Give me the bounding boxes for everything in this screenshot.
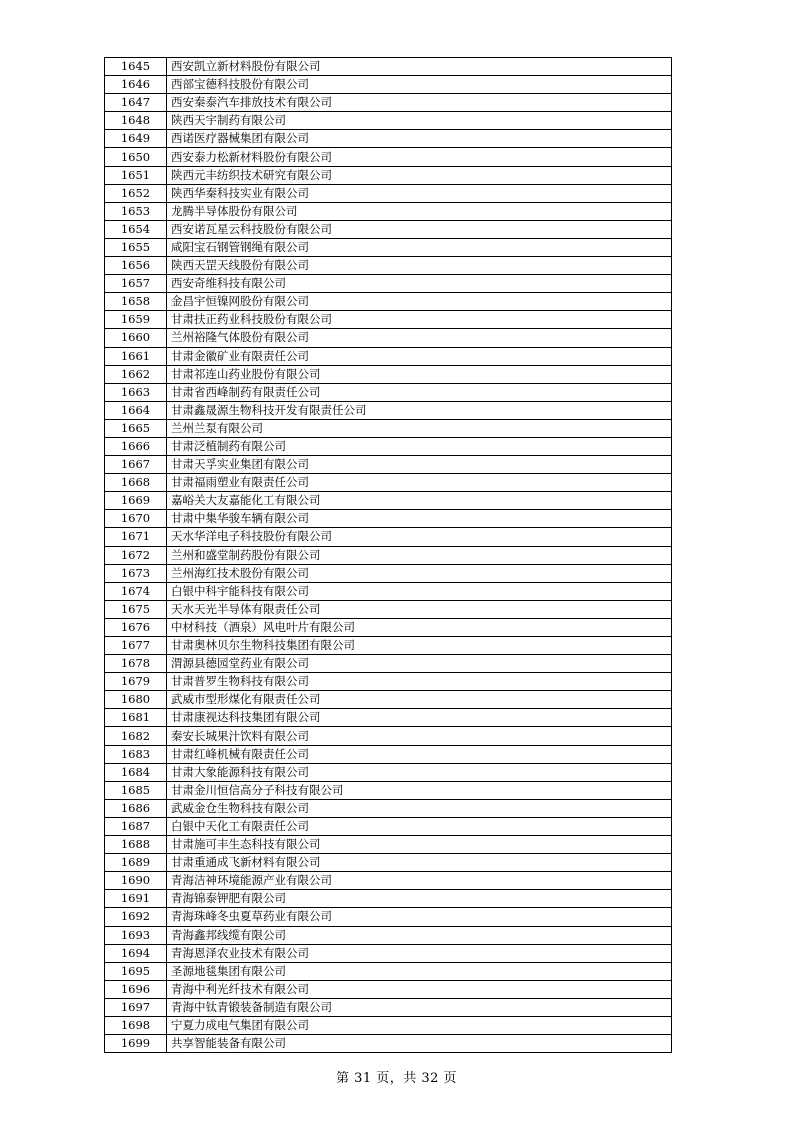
row-number: 1650 bbox=[105, 148, 167, 166]
table-row bbox=[105, 637, 672, 655]
row-number: 1675 bbox=[105, 600, 167, 618]
company-name: 陕西天罡天线股份有限公司 bbox=[167, 257, 672, 275]
company-name: 甘肃中集华骏车辆有限公司 bbox=[167, 510, 672, 528]
row-number: 1656 bbox=[105, 257, 167, 275]
row-number: 1681 bbox=[105, 709, 167, 727]
table-row bbox=[105, 926, 672, 944]
table-row bbox=[105, 600, 672, 618]
table-row bbox=[105, 998, 672, 1016]
row-number: 1649 bbox=[105, 130, 167, 148]
row-number: 1692 bbox=[105, 908, 167, 926]
row-number: 1690 bbox=[105, 872, 167, 890]
company-name: 中材科技（酒泉）风电叶片有限公司 bbox=[167, 618, 672, 636]
company-name: 甘肃康视达科技集团有限公司 bbox=[167, 709, 672, 727]
company-name: 西安凯立新材料股份有限公司 bbox=[167, 58, 672, 76]
table-row bbox=[105, 817, 672, 835]
table-row bbox=[105, 962, 672, 980]
row-number: 1697 bbox=[105, 998, 167, 1016]
company-name: 西诺医疗器械集团有限公司 bbox=[167, 130, 672, 148]
row-number: 1679 bbox=[105, 673, 167, 691]
company-name: 甘肃金川恒信高分子科技有限公司 bbox=[167, 781, 672, 799]
row-number: 1696 bbox=[105, 980, 167, 998]
table-row bbox=[105, 293, 672, 311]
table-row bbox=[105, 130, 672, 148]
table-row bbox=[105, 944, 672, 962]
table-row bbox=[105, 456, 672, 474]
row-number: 1659 bbox=[105, 311, 167, 329]
company-list-table bbox=[104, 57, 672, 1053]
company-name: 兰州兰泵有限公司 bbox=[167, 419, 672, 437]
company-name: 宁夏力成电气集团有限公司 bbox=[167, 1016, 672, 1034]
row-number: 1695 bbox=[105, 962, 167, 980]
table-body bbox=[105, 58, 672, 1053]
company-name: 甘肃红峰机械有限责任公司 bbox=[167, 745, 672, 763]
table-row bbox=[105, 112, 672, 130]
row-number: 1688 bbox=[105, 836, 167, 854]
company-name: 秦安长城果汁饮料有限公司 bbox=[167, 727, 672, 745]
company-name: 天水天光半导体有限责任公司 bbox=[167, 600, 672, 618]
table-row bbox=[105, 655, 672, 673]
table-row bbox=[105, 365, 672, 383]
company-name: 兰州海红技术股份有限公司 bbox=[167, 564, 672, 582]
table-row bbox=[105, 202, 672, 220]
table-row bbox=[105, 546, 672, 564]
row-number: 1678 bbox=[105, 655, 167, 673]
row-number: 1661 bbox=[105, 347, 167, 365]
row-number: 1660 bbox=[105, 329, 167, 347]
company-name: 甘肃大象能源科技有限公司 bbox=[167, 763, 672, 781]
row-number: 1680 bbox=[105, 691, 167, 709]
company-name: 青海鑫邦线缆有限公司 bbox=[167, 926, 672, 944]
company-name: 甘肃鑫晟源生物科技开发有限责任公司 bbox=[167, 401, 672, 419]
table-row bbox=[105, 383, 672, 401]
row-number: 1668 bbox=[105, 474, 167, 492]
company-name: 甘肃施可丰生态科技有限公司 bbox=[167, 836, 672, 854]
table-row bbox=[105, 727, 672, 745]
row-number: 1645 bbox=[105, 58, 167, 76]
row-number: 1662 bbox=[105, 365, 167, 383]
company-name: 甘肃省西峰制药有限责任公司 bbox=[167, 383, 672, 401]
company-name: 咸阳宝石钢管钢绳有限公司 bbox=[167, 238, 672, 256]
row-number: 1652 bbox=[105, 184, 167, 202]
table-row bbox=[105, 528, 672, 546]
company-name: 兰州裕隆气体股份有限公司 bbox=[167, 329, 672, 347]
table-row bbox=[105, 510, 672, 528]
table-row bbox=[105, 1016, 672, 1034]
company-name: 白银中天化工有限责任公司 bbox=[167, 817, 672, 835]
table-row bbox=[105, 220, 672, 238]
row-number: 1672 bbox=[105, 546, 167, 564]
table-row bbox=[105, 836, 672, 854]
company-name: 武威市型形煤化有限责任公司 bbox=[167, 691, 672, 709]
table-row bbox=[105, 908, 672, 926]
company-name: 西部宝德科技股份有限公司 bbox=[167, 76, 672, 94]
row-number: 1673 bbox=[105, 564, 167, 582]
row-number: 1698 bbox=[105, 1016, 167, 1034]
table-row bbox=[105, 419, 672, 437]
row-number: 1689 bbox=[105, 854, 167, 872]
row-number: 1691 bbox=[105, 890, 167, 908]
company-name: 甘肃福雨塑业有限责任公司 bbox=[167, 474, 672, 492]
table-row bbox=[105, 799, 672, 817]
table-row bbox=[105, 474, 672, 492]
company-name: 西安诺瓦星云科技股份有限公司 bbox=[167, 220, 672, 238]
row-number: 1677 bbox=[105, 637, 167, 655]
company-name: 西安秦泰汽车排放技术有限公司 bbox=[167, 94, 672, 112]
row-number: 1671 bbox=[105, 528, 167, 546]
row-number: 1665 bbox=[105, 419, 167, 437]
table-row bbox=[105, 709, 672, 727]
row-number: 1648 bbox=[105, 112, 167, 130]
table-row bbox=[105, 238, 672, 256]
table-row bbox=[105, 94, 672, 112]
row-number: 1693 bbox=[105, 926, 167, 944]
row-number: 1651 bbox=[105, 166, 167, 184]
table-row bbox=[105, 564, 672, 582]
table-row bbox=[105, 890, 672, 908]
company-name: 共享智能装备有限公司 bbox=[167, 1035, 672, 1053]
row-number: 1685 bbox=[105, 781, 167, 799]
row-number: 1669 bbox=[105, 492, 167, 510]
row-number: 1655 bbox=[105, 238, 167, 256]
table-row bbox=[105, 257, 672, 275]
table-row bbox=[105, 872, 672, 890]
row-number: 1684 bbox=[105, 763, 167, 781]
row-number: 1664 bbox=[105, 401, 167, 419]
table-row bbox=[105, 582, 672, 600]
company-name: 圣源地毯集团有限公司 bbox=[167, 962, 672, 980]
row-number: 1670 bbox=[105, 510, 167, 528]
table-row bbox=[105, 673, 672, 691]
row-number: 1674 bbox=[105, 582, 167, 600]
company-name: 西安奇维科技有限公司 bbox=[167, 275, 672, 293]
table-row bbox=[105, 618, 672, 636]
row-number: 1653 bbox=[105, 202, 167, 220]
company-name: 青海珠峰冬虫夏草药业有限公司 bbox=[167, 908, 672, 926]
table-row bbox=[105, 329, 672, 347]
company-name: 陕西元丰纺织技术研究有限公司 bbox=[167, 166, 672, 184]
company-name: 甘肃扶正药业科技股份有限公司 bbox=[167, 311, 672, 329]
table-row bbox=[105, 184, 672, 202]
company-name: 龙腾半导体股份有限公司 bbox=[167, 202, 672, 220]
page-number-footer: 第 31 页，共 32 页 bbox=[335, 1071, 458, 1086]
table-row bbox=[105, 691, 672, 709]
company-name: 青海锦泰钾肥有限公司 bbox=[167, 890, 672, 908]
company-name: 兰州和盛堂制药股份有限公司 bbox=[167, 546, 672, 564]
company-name: 嘉峪关大友嘉能化工有限公司 bbox=[167, 492, 672, 510]
table-row bbox=[105, 58, 672, 76]
company-name: 青海恩泽农业技术有限公司 bbox=[167, 944, 672, 962]
row-number: 1687 bbox=[105, 817, 167, 835]
row-number: 1666 bbox=[105, 437, 167, 455]
table-row bbox=[105, 275, 672, 293]
company-name: 甘肃祁连山药业股份有限公司 bbox=[167, 365, 672, 383]
row-number: 1667 bbox=[105, 456, 167, 474]
company-name: 甘肃天孚实业集团有限公司 bbox=[167, 456, 672, 474]
table-row bbox=[105, 166, 672, 184]
table-row bbox=[105, 401, 672, 419]
table-row bbox=[105, 745, 672, 763]
row-number: 1676 bbox=[105, 618, 167, 636]
row-number: 1683 bbox=[105, 745, 167, 763]
row-number: 1686 bbox=[105, 799, 167, 817]
company-name: 西安泰力松新材料股份有限公司 bbox=[167, 148, 672, 166]
row-number: 1694 bbox=[105, 944, 167, 962]
row-number: 1658 bbox=[105, 293, 167, 311]
company-name: 甘肃泛植制药有限公司 bbox=[167, 437, 672, 455]
table-row bbox=[105, 437, 672, 455]
table-row bbox=[105, 1035, 672, 1053]
company-name: 金昌宇恒镍网股份有限公司 bbox=[167, 293, 672, 311]
company-name: 青海中钛青锻装备制造有限公司 bbox=[167, 998, 672, 1016]
row-number: 1646 bbox=[105, 76, 167, 94]
company-name: 青海中利光纤技术有限公司 bbox=[167, 980, 672, 998]
table-row bbox=[105, 980, 672, 998]
table-row bbox=[105, 781, 672, 799]
company-name: 甘肃重通成飞新材料有限公司 bbox=[167, 854, 672, 872]
company-name: 渭源县德园堂药业有限公司 bbox=[167, 655, 672, 673]
row-number: 1657 bbox=[105, 275, 167, 293]
company-name: 陕西天宇制药有限公司 bbox=[167, 112, 672, 130]
table-row bbox=[105, 76, 672, 94]
company-name: 青海洁神环境能源产业有限公司 bbox=[167, 872, 672, 890]
company-name: 白银中科宇能科技有限公司 bbox=[167, 582, 672, 600]
row-number: 1647 bbox=[105, 94, 167, 112]
company-name: 天水华洋电子科技股份有限公司 bbox=[167, 528, 672, 546]
table-row bbox=[105, 763, 672, 781]
table-row bbox=[105, 492, 672, 510]
company-name: 武威金仓生物科技有限公司 bbox=[167, 799, 672, 817]
table-row bbox=[105, 854, 672, 872]
company-name: 甘肃普罗生物科技有限公司 bbox=[167, 673, 672, 691]
row-number: 1663 bbox=[105, 383, 167, 401]
company-name: 甘肃金徽矿业有限责任公司 bbox=[167, 347, 672, 365]
table-row bbox=[105, 347, 672, 365]
company-name: 陕西华秦科技实业有限公司 bbox=[167, 184, 672, 202]
row-number: 1654 bbox=[105, 220, 167, 238]
table-row bbox=[105, 148, 672, 166]
row-number: 1699 bbox=[105, 1035, 167, 1053]
row-number: 1682 bbox=[105, 727, 167, 745]
company-name: 甘肃奥林贝尔生物科技集团有限公司 bbox=[167, 637, 672, 655]
table-row bbox=[105, 311, 672, 329]
